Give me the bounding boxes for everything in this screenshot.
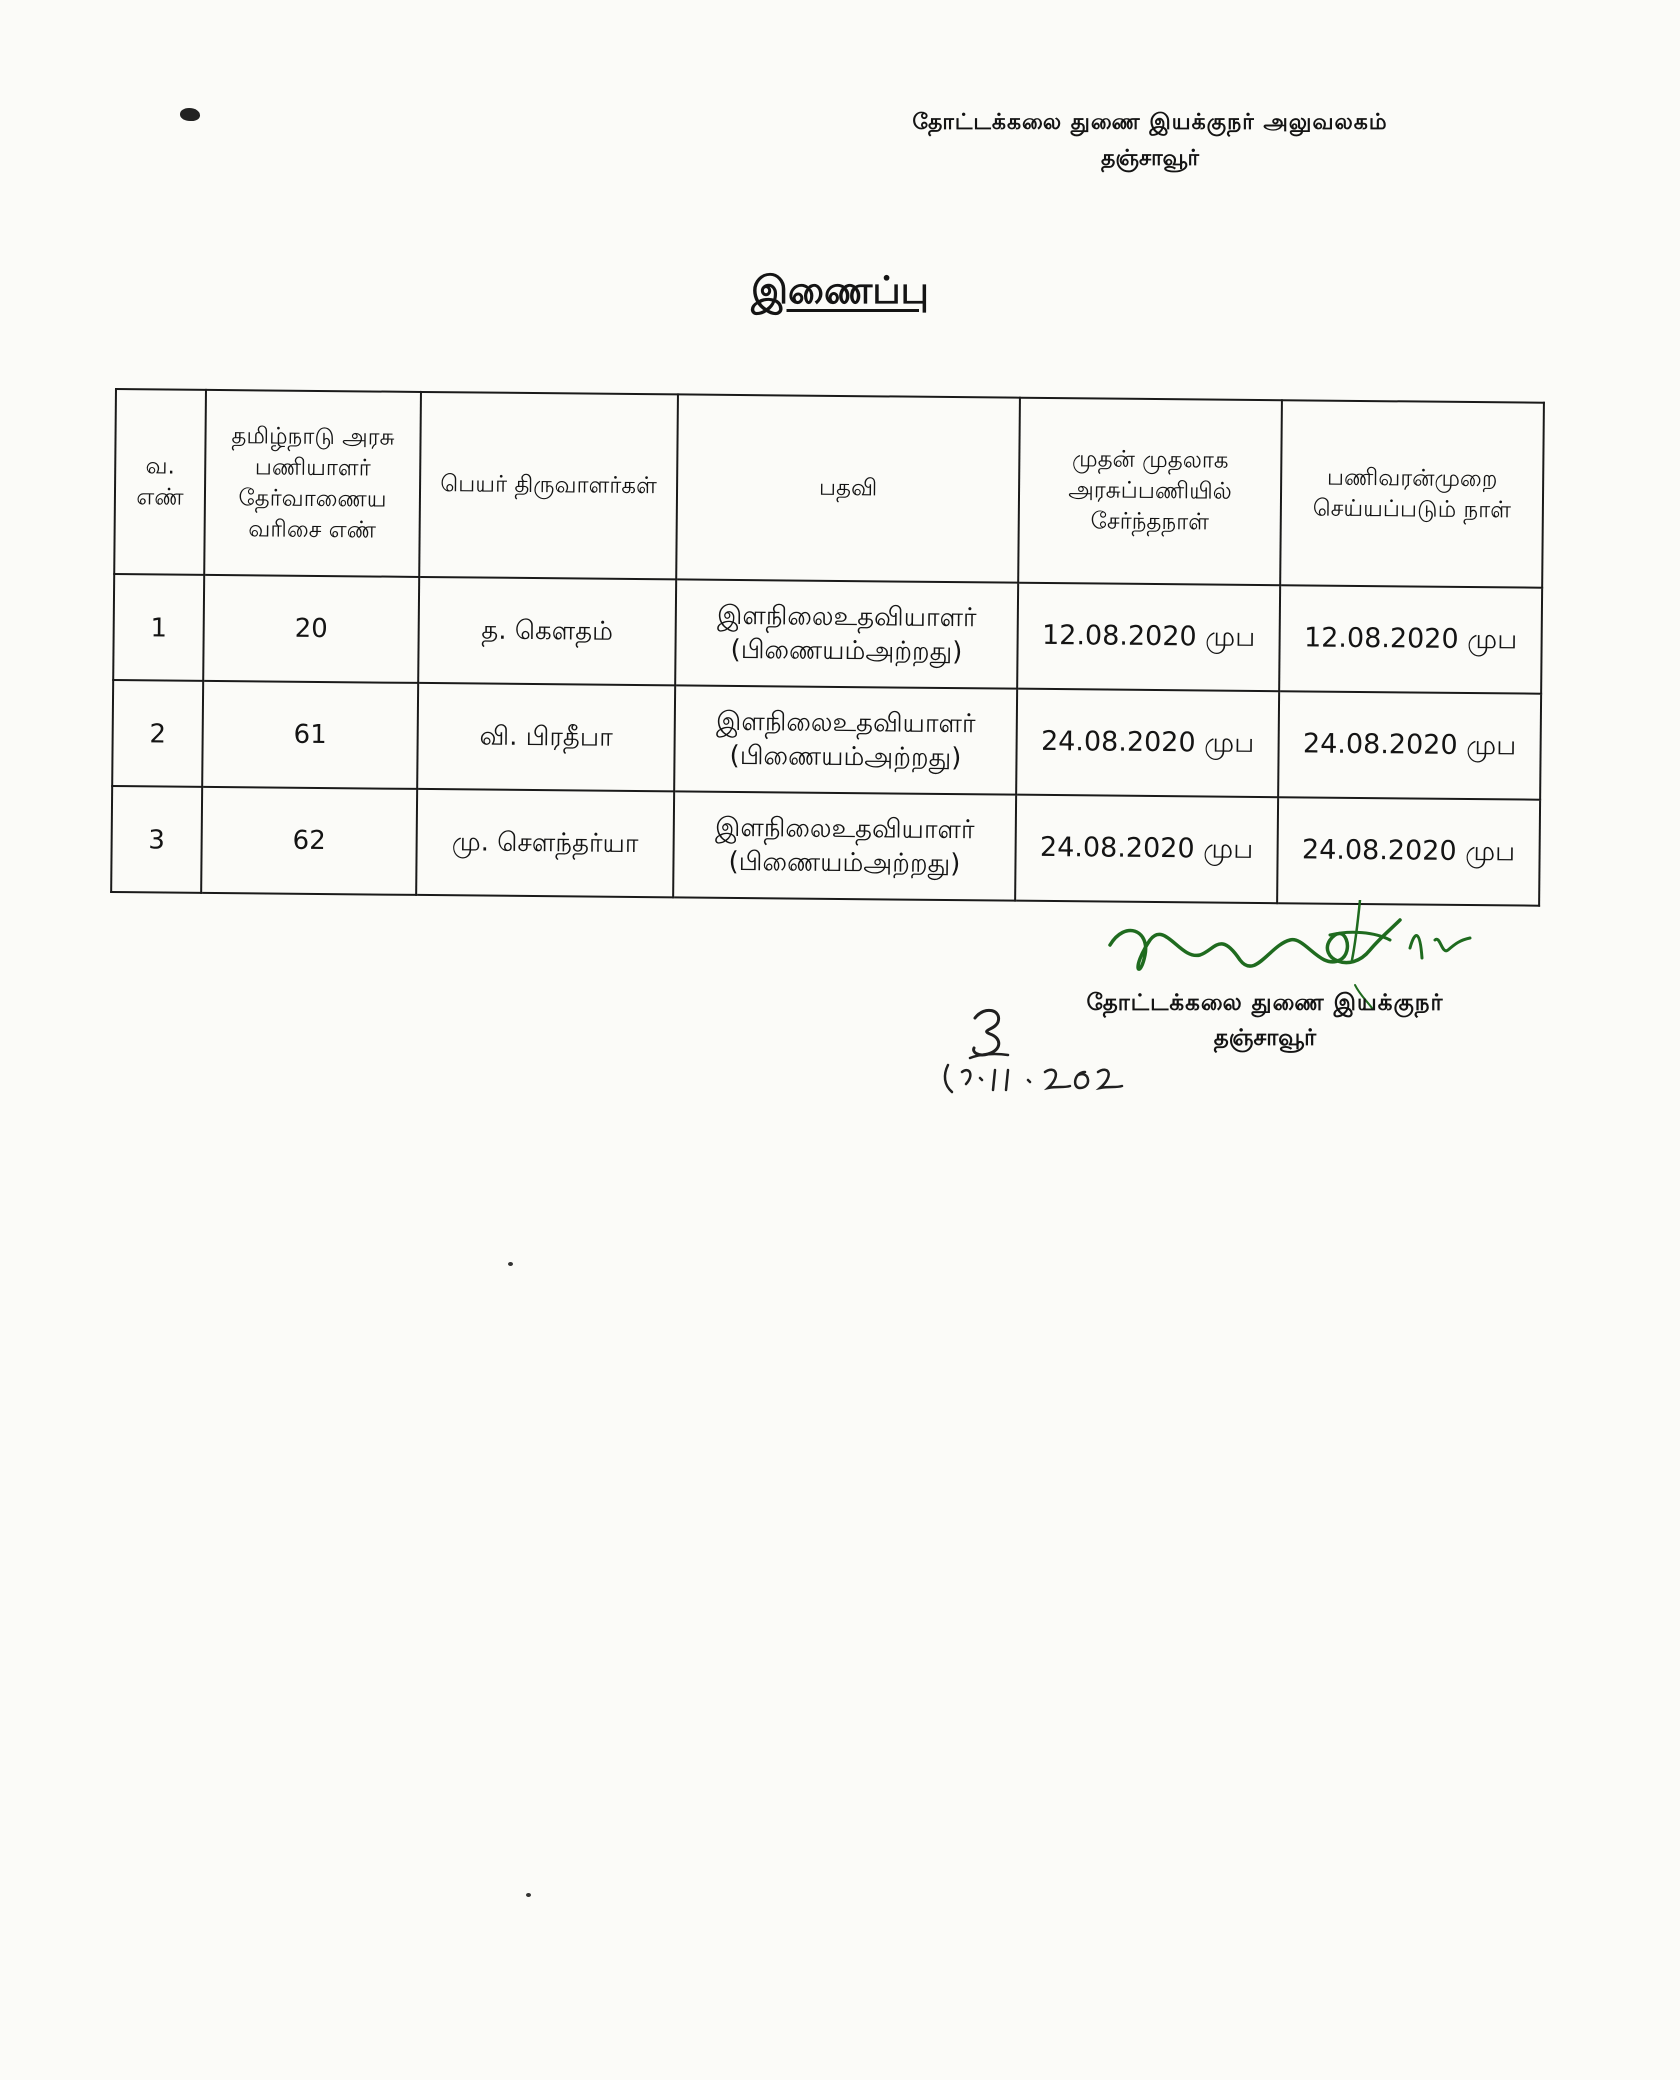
cell-regularisation-date: 12.08.2020 முப — [1279, 585, 1542, 694]
cell-regularisation-date: 24.08.2020 முப — [1277, 797, 1540, 906]
document-title-wrap — [0, 268, 1680, 318]
cell-rank: 20 — [203, 575, 419, 683]
annexure-table — [110, 388, 1545, 907]
col-header-serial: வ. எண் — [114, 389, 206, 575]
office-name: தோட்டக்கலை துணை இயக்குநர் அலுவலகம் — [912, 110, 1388, 135]
cell-serial: 1 — [113, 574, 204, 681]
handwritten-initials — [940, 1000, 1180, 1095]
signatory-designation: தோட்டக்கலை துணை இயக்குநர் — [1086, 990, 1444, 1016]
table-header-row — [114, 389, 1544, 588]
cell-regularisation-date: 24.08.2020 முப — [1278, 691, 1541, 800]
col-header-name: பெயர் திருவாளர்கள் — [419, 392, 678, 579]
cell-rank: 61 — [202, 681, 418, 789]
table-row — [113, 574, 1542, 694]
col-header-rank: தமிழ்நாடு அரசு பணியாளர் தேர்வாணைய வரிசை எண் — [204, 390, 421, 577]
speck — [526, 1893, 531, 1897]
cell-name: மு. சௌந்தர்யா — [416, 789, 674, 897]
cell-post: இளநிலைஉதவியாளர் (பிணையம்அற்றது) — [674, 685, 1017, 794]
cell-post: இளநிலைஉதவியாளர் (பிணையம்அற்றது) — [675, 579, 1018, 688]
signatory-city: தஞ்சாவூர் — [1213, 1025, 1317, 1051]
cell-post: இளநிலைஉதவியாளர் (பிணையம்அற்றது) — [673, 791, 1016, 900]
speck — [508, 1262, 513, 1266]
col-header-regularisation-date: பணிவரன்முறை செய்யப்படும் நாள் — [1280, 400, 1544, 588]
office-header — [880, 110, 1420, 174]
cell-joining-date: 12.08.2020 முப — [1017, 583, 1280, 692]
annexure-table-wrap — [110, 388, 1545, 907]
cell-name: வி. பிரதீபா — [417, 683, 675, 791]
col-header-joining-date: முதன் முதலாக அரசுப்பணியில் சேர்ந்தநாள் — [1018, 398, 1282, 586]
cell-rank: 62 — [201, 787, 417, 895]
cell-joining-date: 24.08.2020 முப — [1016, 689, 1279, 798]
ink-blot — [180, 108, 200, 121]
cell-serial: 2 — [112, 680, 203, 787]
cell-name: த. கௌதம் — [418, 577, 676, 685]
office-city: தஞ்சாவூர் — [1101, 146, 1199, 171]
col-header-post: பதவி — [676, 394, 1020, 582]
cell-joining-date: 24.08.2020 முப — [1015, 795, 1278, 904]
table-row — [112, 680, 1541, 800]
cell-serial: 3 — [111, 786, 202, 893]
table-row — [111, 786, 1540, 906]
document-title: இணைப்பு — [751, 268, 929, 312]
